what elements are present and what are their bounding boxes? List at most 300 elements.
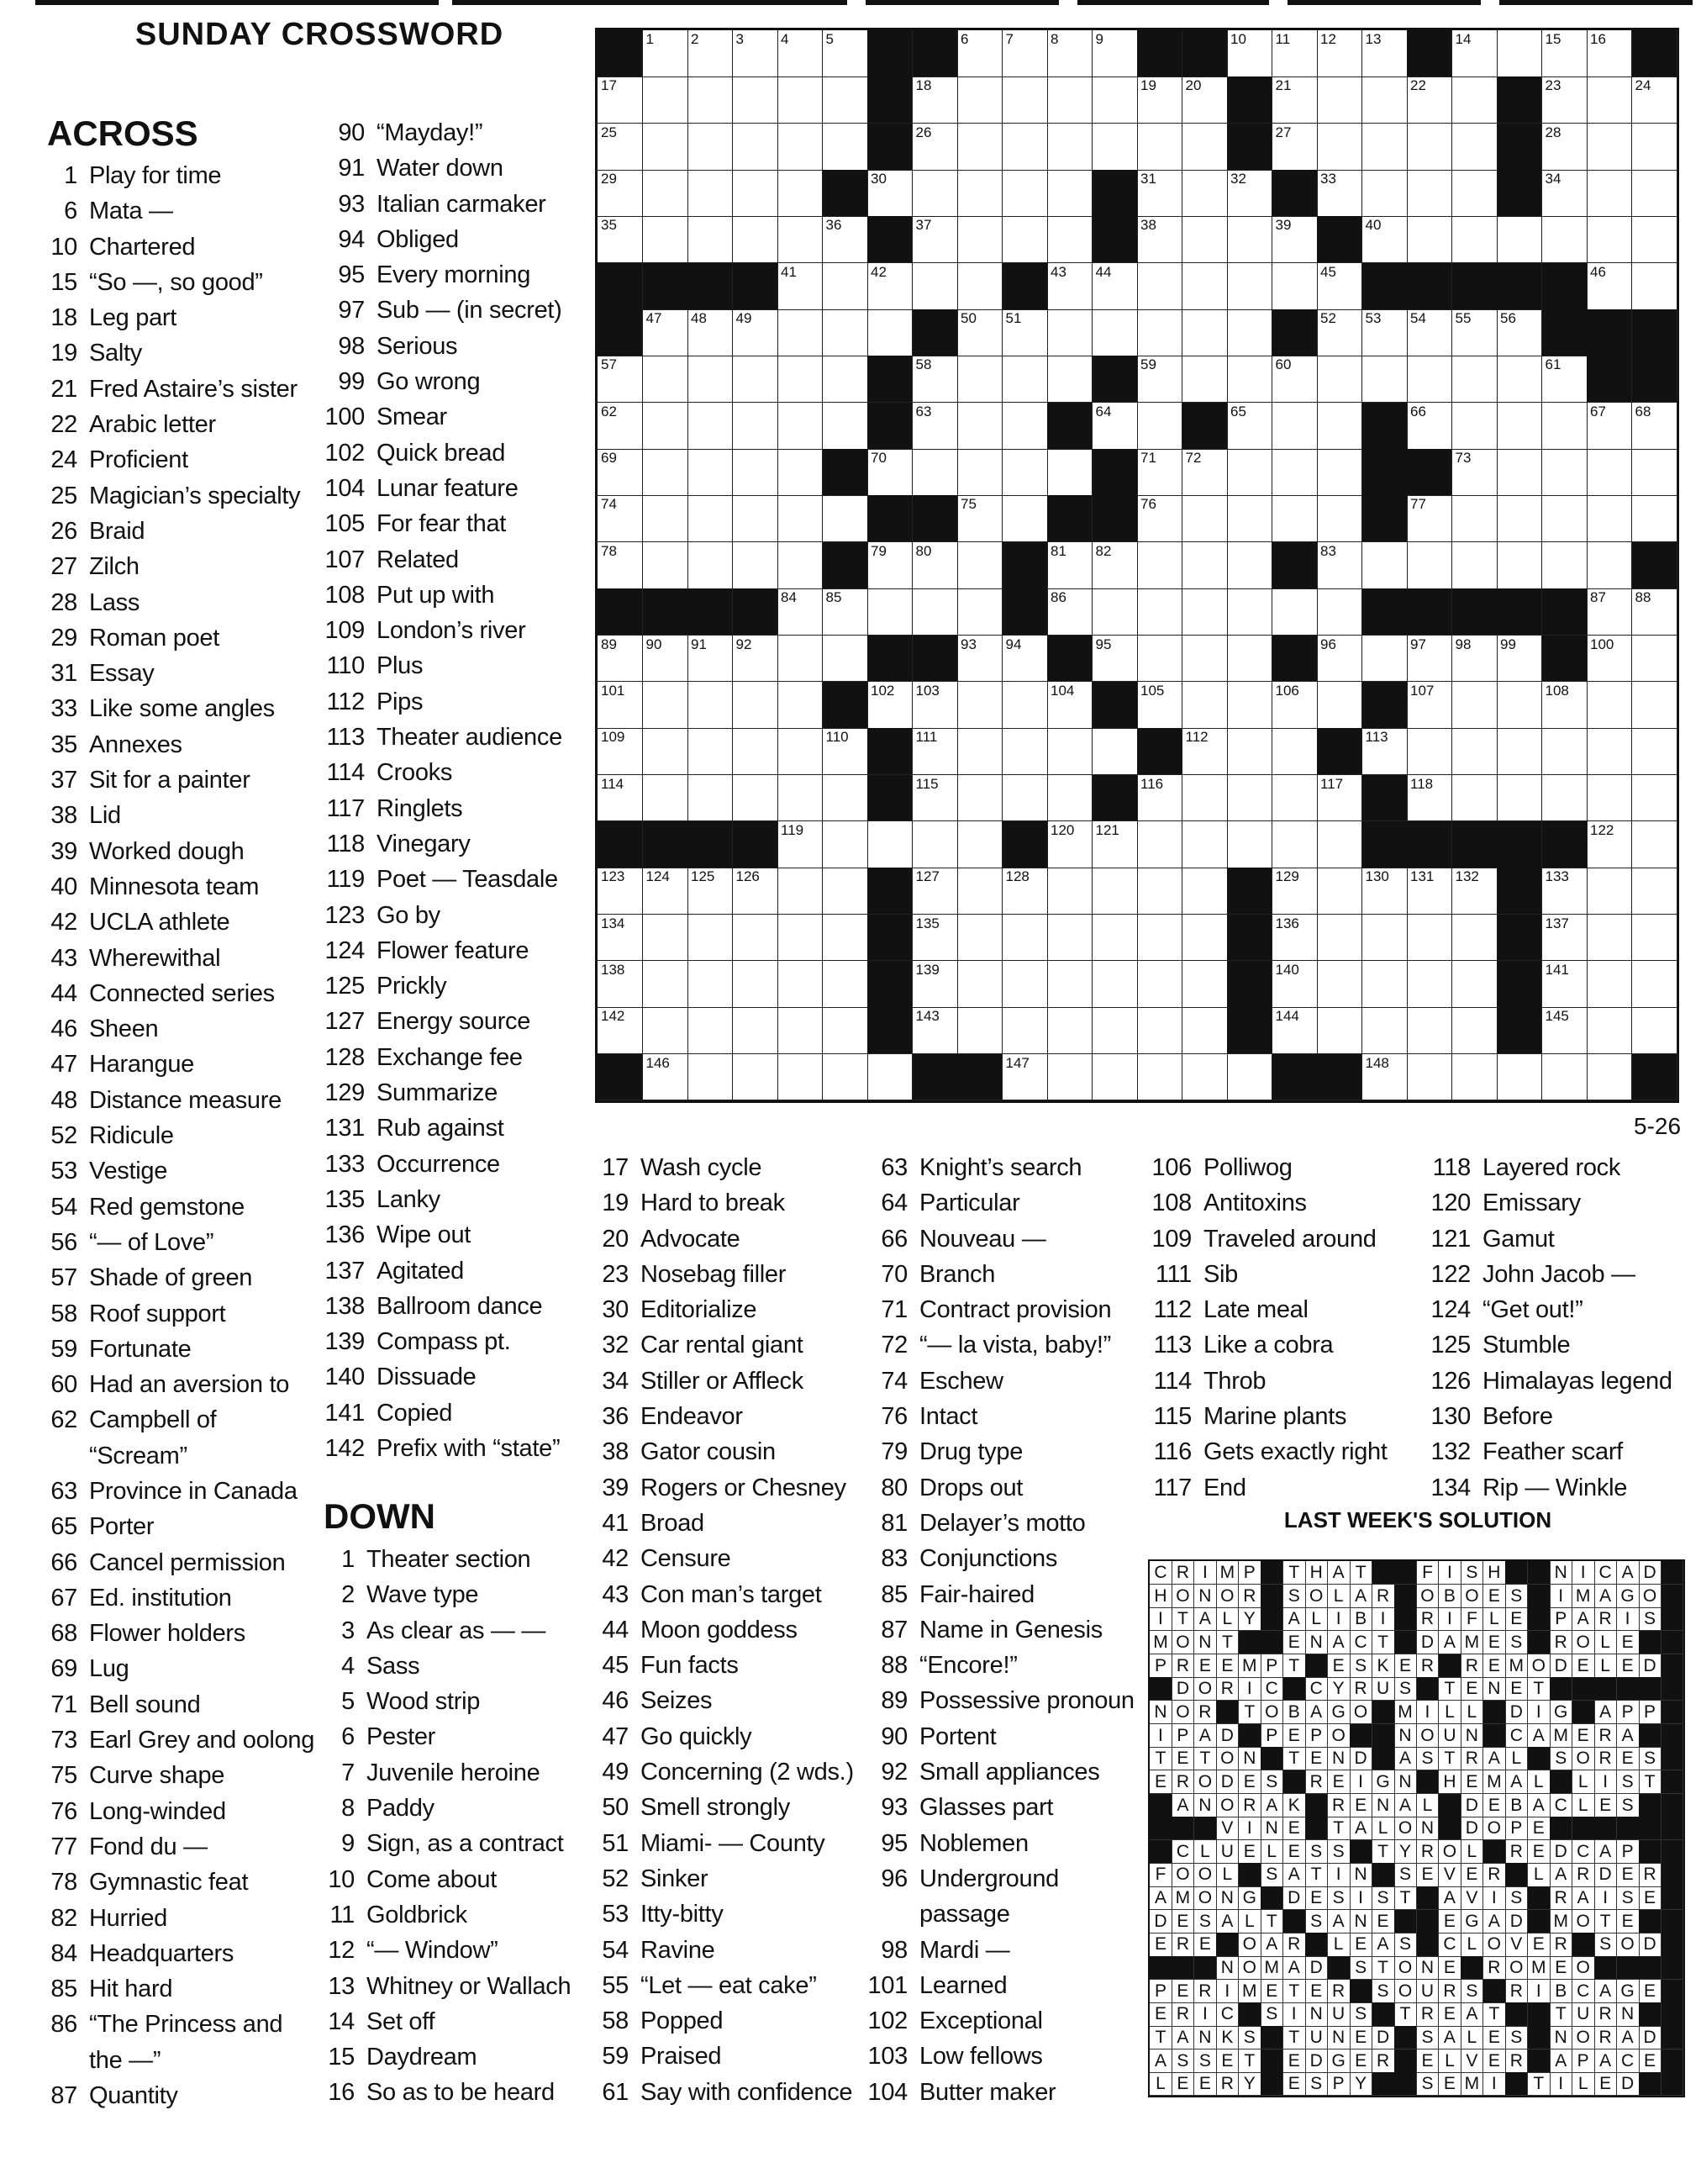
grid-cell[interactable]	[1093, 636, 1138, 683]
grid-cell[interactable]	[1047, 868, 1093, 915]
grid-cell[interactable]	[777, 30, 823, 77]
grid-cell[interactable]	[1272, 588, 1318, 636]
grid-cell[interactable]	[1137, 1007, 1182, 1054]
clue[interactable]	[34, 656, 314, 691]
clue[interactable]	[1145, 1470, 1388, 1506]
clue[interactable]	[595, 1470, 854, 1506]
grid-cell[interactable]	[777, 728, 823, 775]
clue[interactable]	[313, 1684, 571, 1719]
grid-cell[interactable]	[1182, 263, 1228, 310]
grid-cell[interactable]	[1137, 76, 1182, 124]
grid-cell[interactable]	[598, 542, 643, 589]
grid-cell[interactable]	[777, 495, 823, 542]
grid-cell[interactable]	[1317, 821, 1362, 868]
grid-cell[interactable]	[1587, 76, 1632, 124]
clue[interactable]	[34, 1083, 314, 1118]
grid-cell[interactable]	[1632, 588, 1677, 636]
grid-cell[interactable]	[823, 403, 868, 450]
clue[interactable]	[313, 506, 562, 541]
clue[interactable]	[313, 1253, 562, 1289]
grid-cell[interactable]	[1542, 170, 1588, 217]
grid-cell[interactable]	[1227, 263, 1272, 310]
clue[interactable]	[313, 2004, 571, 2039]
grid-cell[interactable]	[1407, 124, 1452, 171]
grid-cell[interactable]	[1272, 124, 1318, 171]
grid-cell[interactable]	[1407, 728, 1452, 775]
clue[interactable]	[34, 1332, 314, 1367]
grid-cell[interactable]	[1632, 636, 1677, 683]
grid-cell[interactable]	[1047, 915, 1093, 962]
clue[interactable]	[313, 755, 562, 790]
grid-cell[interactable]	[643, 170, 688, 217]
clue[interactable]	[313, 1933, 571, 1968]
grid-cell[interactable]	[1003, 216, 1048, 263]
grid-cell[interactable]	[1362, 1007, 1408, 1054]
grid-cell[interactable]	[1362, 542, 1408, 589]
clue[interactable]	[1145, 1221, 1388, 1257]
grid-cell[interactable]	[823, 821, 868, 868]
grid-cell[interactable]	[823, 263, 868, 310]
grid-cell[interactable]	[777, 542, 823, 589]
clue[interactable]	[34, 1509, 314, 1544]
grid-cell[interactable]	[1137, 356, 1182, 403]
grid-cell[interactable]	[643, 775, 688, 822]
grid-cell[interactable]	[1452, 403, 1498, 450]
clue[interactable]	[313, 1862, 571, 1897]
grid-cell[interactable]	[777, 309, 823, 356]
grid-cell[interactable]	[1093, 728, 1138, 775]
grid-cell[interactable]	[777, 636, 823, 683]
grid-cell[interactable]	[823, 915, 868, 962]
grid-cell[interactable]	[1407, 495, 1452, 542]
clue[interactable]	[313, 720, 562, 755]
grid-cell[interactable]	[913, 682, 958, 729]
clue[interactable]	[313, 1040, 562, 1075]
grid-cell[interactable]	[1047, 682, 1093, 729]
grid-cell[interactable]	[1093, 821, 1138, 868]
grid-cell[interactable]	[1362, 356, 1408, 403]
grid-cell[interactable]	[1317, 309, 1362, 356]
clue[interactable]	[34, 1438, 314, 1474]
clue[interactable]	[595, 1257, 854, 1292]
clue[interactable]	[313, 898, 562, 933]
grid-cell[interactable]	[957, 124, 1003, 171]
clue[interactable]	[34, 229, 314, 265]
grid-cell[interactable]	[957, 775, 1003, 822]
clue[interactable]	[866, 1826, 1135, 1861]
clue[interactable]	[34, 1474, 314, 1509]
clue[interactable]	[1145, 1257, 1388, 1292]
grid-cell[interactable]	[1047, 30, 1093, 77]
grid-cell[interactable]	[1497, 403, 1542, 450]
grid-cell[interactable]	[1587, 636, 1632, 683]
grid-cell[interactable]	[957, 682, 1003, 729]
grid-cell[interactable]	[1407, 76, 1452, 124]
clue[interactable]	[313, 1431, 562, 1466]
grid-cell[interactable]	[1542, 1007, 1588, 1054]
grid-cell[interactable]	[777, 403, 823, 450]
grid-cell[interactable]	[1182, 216, 1228, 263]
clue[interactable]	[313, 1542, 571, 1577]
clue[interactable]	[866, 1292, 1135, 1327]
grid-cell[interactable]	[1632, 449, 1677, 496]
clue[interactable]	[313, 150, 562, 186]
grid-cell[interactable]	[1407, 915, 1452, 962]
grid-cell[interactable]	[1407, 216, 1452, 263]
grid-cell[interactable]	[913, 216, 958, 263]
grid-cell[interactable]	[1407, 682, 1452, 729]
clue[interactable]	[595, 1933, 854, 1968]
clue[interactable]	[595, 1612, 854, 1648]
grid-cell[interactable]	[777, 1007, 823, 1054]
grid-cell[interactable]	[1272, 1007, 1318, 1054]
grid-cell[interactable]	[957, 1007, 1003, 1054]
grid-cell[interactable]	[598, 728, 643, 775]
clue[interactable]	[313, 471, 562, 506]
grid-cell[interactable]	[957, 170, 1003, 217]
clue[interactable]	[866, 2003, 1135, 2039]
grid-cell[interactable]	[1093, 76, 1138, 124]
clue[interactable]	[1145, 1185, 1388, 1221]
grid-cell[interactable]	[1272, 682, 1318, 729]
grid-cell[interactable]	[1317, 495, 1362, 542]
grid-cell[interactable]	[733, 403, 778, 450]
clue[interactable]	[595, 2075, 854, 2110]
grid-cell[interactable]	[1272, 356, 1318, 403]
grid-cell[interactable]	[1182, 170, 1228, 217]
clue[interactable]	[34, 2043, 314, 2078]
grid-cell[interactable]	[777, 449, 823, 496]
clue[interactable]	[34, 1402, 314, 1438]
grid-cell[interactable]	[777, 263, 823, 310]
grid-cell[interactable]	[1362, 915, 1408, 962]
clue[interactable]	[866, 1896, 1135, 1932]
clue[interactable]	[313, 2039, 571, 2075]
grid-cell[interactable]	[1227, 309, 1272, 356]
grid-cell[interactable]	[1362, 124, 1408, 171]
grid-cell[interactable]	[1587, 449, 1632, 496]
grid-cell[interactable]	[1497, 216, 1542, 263]
clue[interactable]	[313, 1217, 562, 1253]
grid-cell[interactable]	[1452, 1007, 1498, 1054]
grid-cell[interactable]	[1182, 495, 1228, 542]
grid-cell[interactable]	[1272, 263, 1318, 310]
grid-cell[interactable]	[598, 356, 643, 403]
grid-cell[interactable]	[957, 915, 1003, 962]
grid-cell[interactable]	[1497, 309, 1542, 356]
grid-cell[interactable]	[823, 636, 868, 683]
clue[interactable]	[34, 1722, 314, 1758]
grid-cell[interactable]	[1003, 170, 1048, 217]
grid-cell[interactable]	[598, 961, 643, 1008]
grid-cell[interactable]	[1272, 449, 1318, 496]
grid-cell[interactable]	[1497, 542, 1542, 589]
grid-cell[interactable]	[1182, 356, 1228, 403]
grid-cell[interactable]	[913, 449, 958, 496]
clue[interactable]	[313, 435, 562, 471]
grid-cell[interactable]	[1047, 1054, 1093, 1101]
grid-cell[interactable]	[777, 868, 823, 915]
clue[interactable]	[866, 1399, 1135, 1434]
clue[interactable]	[866, 1221, 1135, 1257]
clue[interactable]	[34, 1296, 314, 1332]
clue[interactable]	[34, 514, 314, 549]
grid-cell[interactable]	[1227, 495, 1272, 542]
clue[interactable]	[595, 1541, 854, 1576]
grid-cell[interactable]	[777, 356, 823, 403]
grid-cell[interactable]	[733, 868, 778, 915]
grid-cell[interactable]	[598, 495, 643, 542]
clue[interactable]	[34, 1153, 314, 1189]
grid-cell[interactable]	[1137, 961, 1182, 1008]
clue[interactable]	[866, 1364, 1135, 1399]
grid-cell[interactable]	[1452, 170, 1498, 217]
grid-cell[interactable]	[1587, 588, 1632, 636]
grid-cell[interactable]	[1317, 76, 1362, 124]
grid-cell[interactable]	[1093, 30, 1138, 77]
grid-cell[interactable]	[1227, 821, 1272, 868]
grid-cell[interactable]	[1632, 403, 1677, 450]
grid-cell[interactable]	[1362, 309, 1408, 356]
clue[interactable]	[595, 1754, 854, 1790]
clue[interactable]	[313, 1075, 562, 1110]
grid-cell[interactable]	[1542, 775, 1588, 822]
grid-cell[interactable]	[957, 263, 1003, 310]
clue[interactable]	[34, 265, 314, 300]
grid-cell[interactable]	[733, 449, 778, 496]
clue[interactable]	[34, 585, 314, 620]
grid-cell[interactable]	[1003, 30, 1048, 77]
grid-cell[interactable]	[1587, 263, 1632, 310]
grid-cell[interactable]	[733, 728, 778, 775]
grid-cell[interactable]	[687, 30, 733, 77]
grid-cell[interactable]	[1272, 868, 1318, 915]
grid-cell[interactable]	[598, 682, 643, 729]
clue[interactable]	[313, 542, 562, 578]
grid-cell[interactable]	[1182, 309, 1228, 356]
grid-cell[interactable]	[687, 495, 733, 542]
clue[interactable]	[313, 862, 562, 897]
grid-cell[interactable]	[733, 915, 778, 962]
grid-cell[interactable]	[1093, 309, 1138, 356]
clue[interactable]	[313, 222, 562, 257]
clue[interactable]	[34, 1971, 314, 2007]
grid-cell[interactable]	[643, 915, 688, 962]
clue[interactable]	[866, 1968, 1135, 2003]
grid-cell[interactable]	[1003, 309, 1048, 356]
grid-cell[interactable]	[1542, 542, 1588, 589]
grid-cell[interactable]	[1137, 309, 1182, 356]
grid-cell[interactable]	[823, 124, 868, 171]
grid-cell[interactable]	[1272, 216, 1318, 263]
grid-cell[interactable]	[777, 1054, 823, 1101]
clue[interactable]	[313, 1147, 562, 1182]
grid-cell[interactable]	[1137, 170, 1182, 217]
crossword-grid[interactable]	[595, 28, 1679, 1103]
grid-cell[interactable]	[1047, 216, 1093, 263]
grid-cell[interactable]	[1542, 1054, 1588, 1101]
grid-cell[interactable]	[598, 170, 643, 217]
grid-cell[interactable]	[1272, 775, 1318, 822]
grid-cell[interactable]	[1587, 1007, 1632, 1054]
clue[interactable]	[1145, 1434, 1388, 1469]
grid-cell[interactable]	[867, 682, 913, 729]
grid-cell[interactable]	[823, 76, 868, 124]
clue[interactable]	[34, 762, 314, 798]
grid-cell[interactable]	[1407, 961, 1452, 1008]
clue[interactable]	[34, 1829, 314, 1865]
grid-cell[interactable]	[957, 728, 1003, 775]
grid-cell[interactable]	[823, 216, 868, 263]
grid-cell[interactable]	[1093, 403, 1138, 450]
grid-cell[interactable]	[1587, 961, 1632, 1008]
clue[interactable]	[34, 442, 314, 477]
grid-cell[interactable]	[643, 30, 688, 77]
grid-cell[interactable]	[1407, 868, 1452, 915]
grid-cell[interactable]	[598, 1007, 643, 1054]
grid-cell[interactable]	[687, 356, 733, 403]
grid-cell[interactable]	[1632, 1007, 1677, 1054]
grid-cell[interactable]	[1317, 542, 1362, 589]
grid-cell[interactable]	[733, 1054, 778, 1101]
grid-cell[interactable]	[1587, 30, 1632, 77]
grid-cell[interactable]	[733, 775, 778, 822]
grid-cell[interactable]	[1407, 636, 1452, 683]
clue[interactable]	[313, 684, 562, 720]
grid-cell[interactable]	[867, 542, 913, 589]
grid-cell[interactable]	[598, 449, 643, 496]
clue[interactable]	[1145, 1364, 1388, 1399]
grid-cell[interactable]	[1003, 775, 1048, 822]
clue[interactable]	[595, 1968, 854, 2003]
clue[interactable]	[866, 1327, 1135, 1363]
grid-cell[interactable]	[687, 124, 733, 171]
grid-cell[interactable]	[1317, 588, 1362, 636]
clue[interactable]	[313, 1613, 571, 1649]
grid-cell[interactable]	[1227, 542, 1272, 589]
grid-cell[interactable]	[1587, 170, 1632, 217]
grid-cell[interactable]	[1003, 449, 1048, 496]
clue[interactable]	[866, 1434, 1135, 1469]
grid-cell[interactable]	[957, 76, 1003, 124]
grid-cell[interactable]	[1452, 356, 1498, 403]
clue[interactable]	[595, 1683, 854, 1718]
grid-cell[interactable]	[1182, 961, 1228, 1008]
grid-cell[interactable]	[1137, 775, 1182, 822]
grid-cell[interactable]	[1137, 542, 1182, 589]
grid-cell[interactable]	[687, 636, 733, 683]
clue[interactable]	[34, 869, 314, 905]
clue[interactable]	[34, 1901, 314, 1936]
clue[interactable]	[313, 1826, 571, 1861]
clue[interactable]	[595, 1861, 854, 1896]
grid-cell[interactable]	[1587, 216, 1632, 263]
grid-cell[interactable]	[913, 542, 958, 589]
clue[interactable]	[34, 1545, 314, 1580]
clue[interactable]	[34, 1758, 314, 1793]
clue[interactable]	[34, 905, 314, 940]
grid-cell[interactable]	[1137, 636, 1182, 683]
grid-cell[interactable]	[1407, 1007, 1452, 1054]
clue[interactable]	[34, 1936, 314, 1971]
grid-cell[interactable]	[1542, 216, 1588, 263]
grid-cell[interactable]	[913, 821, 958, 868]
grid-cell[interactable]	[733, 30, 778, 77]
grid-cell[interactable]	[1452, 636, 1498, 683]
clue[interactable]	[595, 1185, 854, 1221]
clue[interactable]	[34, 1865, 314, 1900]
grid-cell[interactable]	[1093, 915, 1138, 962]
grid-cell[interactable]	[687, 449, 733, 496]
grid-cell[interactable]	[1452, 76, 1498, 124]
grid-cell[interactable]	[1227, 449, 1272, 496]
grid-cell[interactable]	[1003, 356, 1048, 403]
grid-cell[interactable]	[957, 216, 1003, 263]
grid-cell[interactable]	[957, 868, 1003, 915]
clue[interactable]	[1424, 1150, 1672, 1185]
clue[interactable]	[866, 1719, 1135, 1754]
grid-cell[interactable]	[687, 403, 733, 450]
clue[interactable]	[313, 1649, 571, 1684]
grid-cell[interactable]	[1047, 588, 1093, 636]
grid-cell[interactable]	[913, 76, 958, 124]
clue[interactable]	[1424, 1364, 1672, 1399]
grid-cell[interactable]	[1497, 728, 1542, 775]
clue[interactable]	[595, 2039, 854, 2074]
clue[interactable]	[34, 1047, 314, 1082]
grid-cell[interactable]	[1632, 170, 1677, 217]
grid-cell[interactable]	[1497, 356, 1542, 403]
grid-cell[interactable]	[733, 682, 778, 729]
grid-cell[interactable]	[687, 682, 733, 729]
grid-cell[interactable]	[1272, 76, 1318, 124]
clue[interactable]	[866, 1933, 1135, 1968]
grid-cell[interactable]	[687, 170, 733, 217]
grid-cell[interactable]	[1182, 682, 1228, 729]
grid-cell[interactable]	[913, 915, 958, 962]
clue[interactable]	[595, 1292, 854, 1327]
clue[interactable]	[34, 1260, 314, 1295]
clue[interactable]	[34, 976, 314, 1011]
clue[interactable]	[1424, 1470, 1672, 1506]
clue[interactable]	[595, 1719, 854, 1754]
grid-cell[interactable]	[1137, 868, 1182, 915]
grid-cell[interactable]	[957, 495, 1003, 542]
clue[interactable]	[1145, 1327, 1388, 1363]
grid-cell[interactable]	[1317, 263, 1362, 310]
clue[interactable]	[313, 257, 562, 293]
grid-cell[interactable]	[1362, 728, 1408, 775]
grid-cell[interactable]	[1542, 30, 1588, 77]
grid-cell[interactable]	[913, 961, 958, 1008]
grid-cell[interactable]	[1047, 728, 1093, 775]
clue[interactable]	[866, 1790, 1135, 1825]
clue[interactable]	[313, 578, 562, 613]
clue[interactable]	[866, 1257, 1135, 1292]
grid-cell[interactable]	[1362, 76, 1408, 124]
grid-cell[interactable]	[643, 868, 688, 915]
clue[interactable]	[313, 933, 562, 968]
grid-cell[interactable]	[1137, 263, 1182, 310]
grid-cell[interactable]	[1542, 403, 1588, 450]
grid-cell[interactable]	[1137, 682, 1182, 729]
clue[interactable]	[595, 1577, 854, 1612]
grid-cell[interactable]	[1362, 868, 1408, 915]
grid-cell[interactable]	[1093, 263, 1138, 310]
grid-cell[interactable]	[1362, 636, 1408, 683]
grid-cell[interactable]	[1003, 1054, 1048, 1101]
grid-cell[interactable]	[1542, 961, 1588, 1008]
